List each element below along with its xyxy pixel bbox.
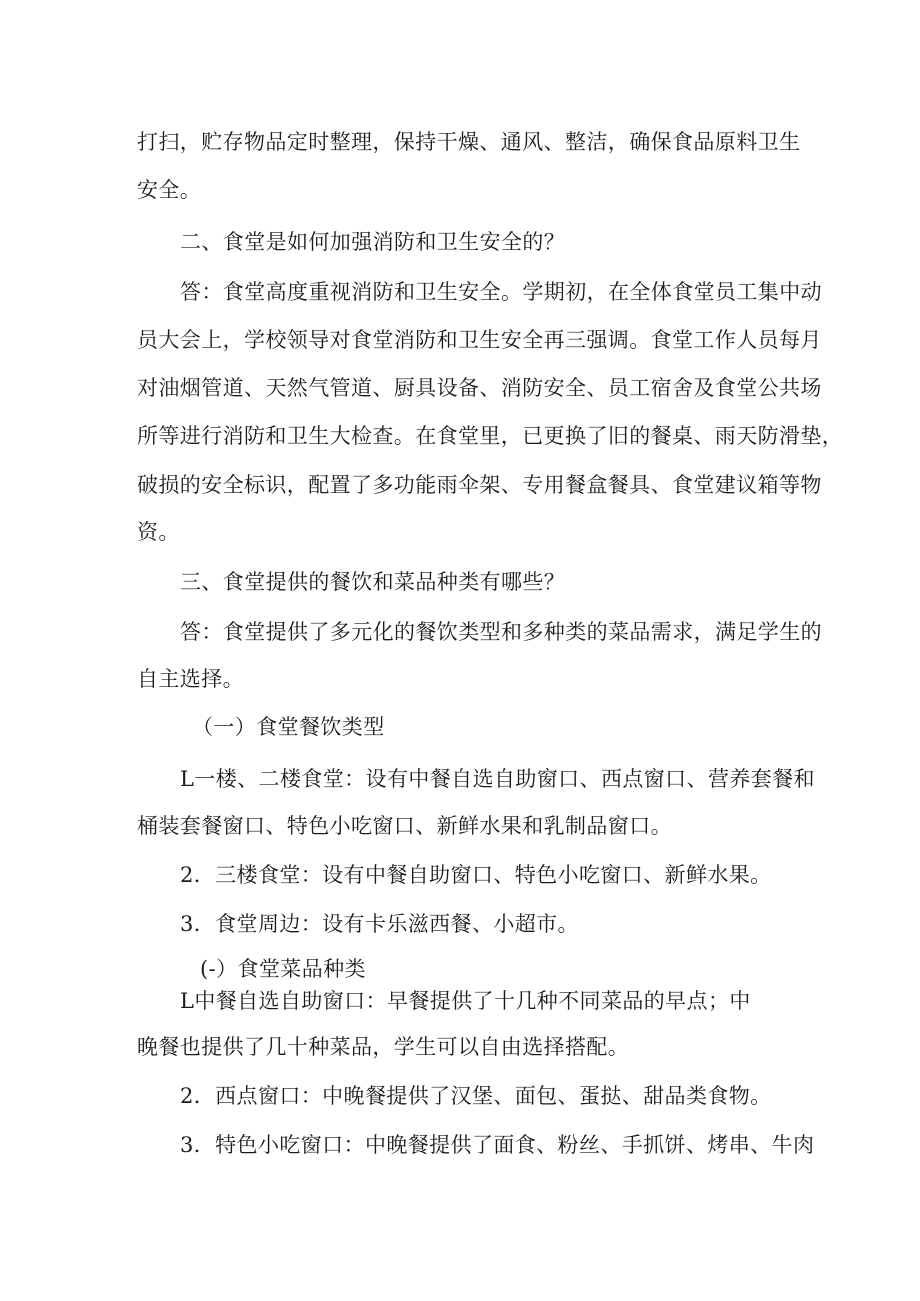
paragraph-line: 员大会上，学校领导对食堂消防和卫生安全再三强调。食堂工作人员每月: [137, 328, 822, 352]
paragraph-line: 资。: [137, 520, 180, 544]
list-item: 3．食堂周边：设有卡乐滋西餐、小超市。: [180, 912, 579, 936]
list-item: 2．西点窗口：中晚餐提供了汉堡、面包、蛋挞、甜品类食物。: [180, 1084, 772, 1108]
paragraph-line: 安全。: [137, 178, 202, 202]
list-item: L一楼、二楼食堂：设有中餐自选自助窗口、西点窗口、营养套餐和: [180, 767, 815, 791]
paragraph-line: 打扫，贮存物品定时整理，保持干燥、通风、整洁，确保食品原料卫生: [137, 130, 801, 154]
paragraph-line: 所等进行消防和卫生大检查。在食堂里，已更换了旧的餐桌、雨天防滑垫，: [137, 424, 844, 448]
paragraph-line: 自主选择。: [137, 667, 244, 691]
paragraph-line: 桶装套餐窗口、特色小吃窗口、新鲜水果和乳制品窗口。: [137, 814, 672, 838]
list-item: L中餐自选自助窗口：早餐提供了十几种不同菜品的早点；中: [180, 989, 751, 1013]
section-heading: 三、食堂提供的餐饮和菜品种类有哪些？: [180, 570, 566, 594]
paragraph-line: 答：食堂提供了多元化的餐饮类型和多种类的菜品需求，满足学生的: [180, 620, 822, 644]
paragraph-line: 对油烟管道、天然气管道、厨具设备、消防安全、员工宿舍及食堂公共场: [137, 376, 822, 400]
section-heading: 二、食堂是如何加强消防和卫生安全的？: [180, 230, 566, 254]
subsection-heading: (-）食堂菜品种类: [200, 957, 366, 981]
list-item: 3．特色小吃窗口：中晚餐提供了面食、粉丝、手抓饼、烤串、牛肉: [180, 1133, 815, 1157]
list-item: 2．三楼食堂：设有中餐自助窗口、特色小吃窗口、新鲜水果。: [180, 863, 772, 887]
subsection-heading: （一）食堂餐饮类型: [192, 715, 385, 739]
paragraph-line: 晚餐也提供了几十种菜品，学生可以自由选择搭配。: [137, 1035, 630, 1059]
paragraph-line: 破损的安全标识，配置了多功能雨伞架、专用餐盒餐具、食堂建议箱等物: [137, 473, 822, 497]
paragraph-line: 答：食堂高度重视消防和卫生安全。学期初，在全体食堂员工集中动: [180, 280, 822, 304]
